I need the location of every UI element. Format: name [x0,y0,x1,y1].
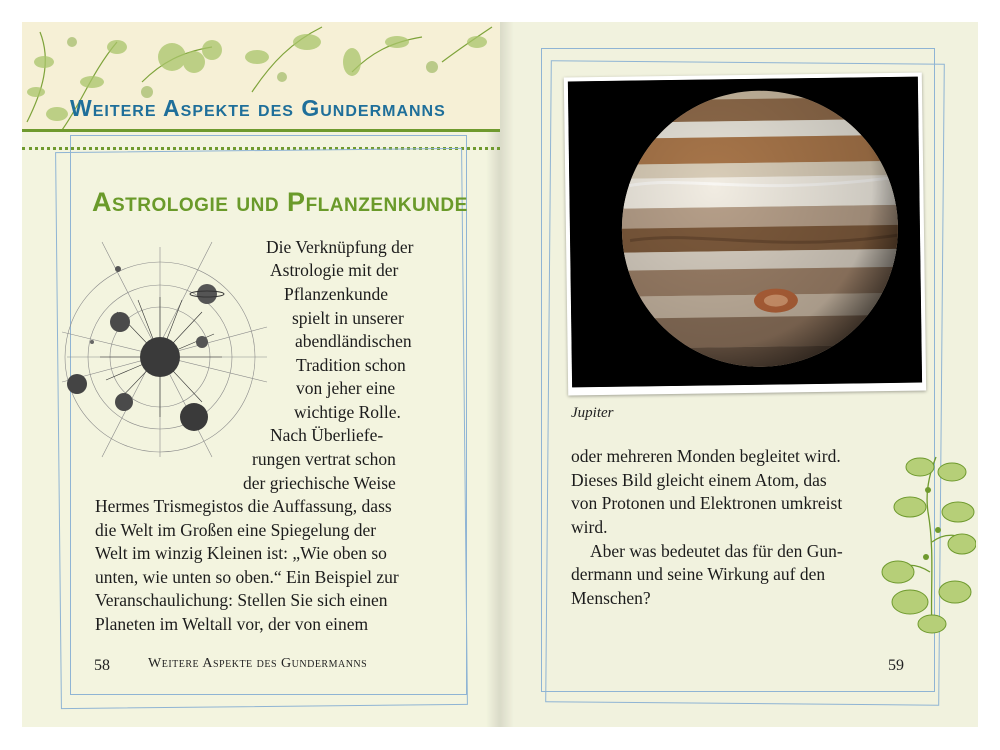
text-line: dermann und seine Wirkung auf den [571,564,826,584]
text-line: Planeten im Weltall vor, der von einem [95,614,369,634]
jupiter-photo [564,73,926,396]
text-line: von Protonen und Elektronen umkreist [571,493,843,513]
text-line: Tradition schon [296,355,406,375]
text-line: Die Verknüpfung der [266,237,414,257]
running-footer: Weitere Aspekte des Gundermanns [148,656,368,671]
page-number-left: 58 [94,657,110,674]
page-number-right: 59 [888,657,904,674]
solar-system-illustration [62,232,272,462]
text-line: Veranschaulichung: Stellen Sie sich einen [95,590,388,610]
photo-caption: Jupiter [571,405,614,421]
text-line: abendländischen [295,331,412,351]
ground-ivy-illustration [880,452,976,637]
text-line: rungen vertrat schon [252,449,396,469]
text-line: der griechische Weise [243,473,396,493]
text-line: die Welt im Großen eine Spiegelung der [95,520,377,540]
text-line: unten, wie unten so oben.“ Ein Beispiel zur [95,567,399,587]
text-line: wird. [571,517,608,537]
text-line: Menschen? [571,588,651,608]
text-line: wichtige Rolle. [294,402,401,422]
text-line: Dieses Bild gleicht einem Atom, das [571,470,827,490]
text-line: Pflanzenkunde [284,284,388,304]
jupiter-image [568,77,922,388]
header-title: Weitere Aspekte des Gundermanns [70,95,446,121]
text-line: Aber was bedeutet das für den Gun- [590,541,843,561]
section-title: Astrologie und Pflanzenkunde [92,187,468,217]
text-line: Astrologie mit der [270,260,399,280]
header-rule [22,129,500,132]
text-line: spielt in unserer [292,308,404,328]
text-line: Nach Überliefe- [270,425,384,445]
text-line: Welt im winzig Kleinen ist: „Wie oben so [95,543,387,563]
text-line: von jeher eine [296,378,396,398]
text-line: Hermes Trismegistos die Auffassung, dass [95,496,392,516]
text-line: oder mehreren Monden begleitet wird. [571,446,841,466]
